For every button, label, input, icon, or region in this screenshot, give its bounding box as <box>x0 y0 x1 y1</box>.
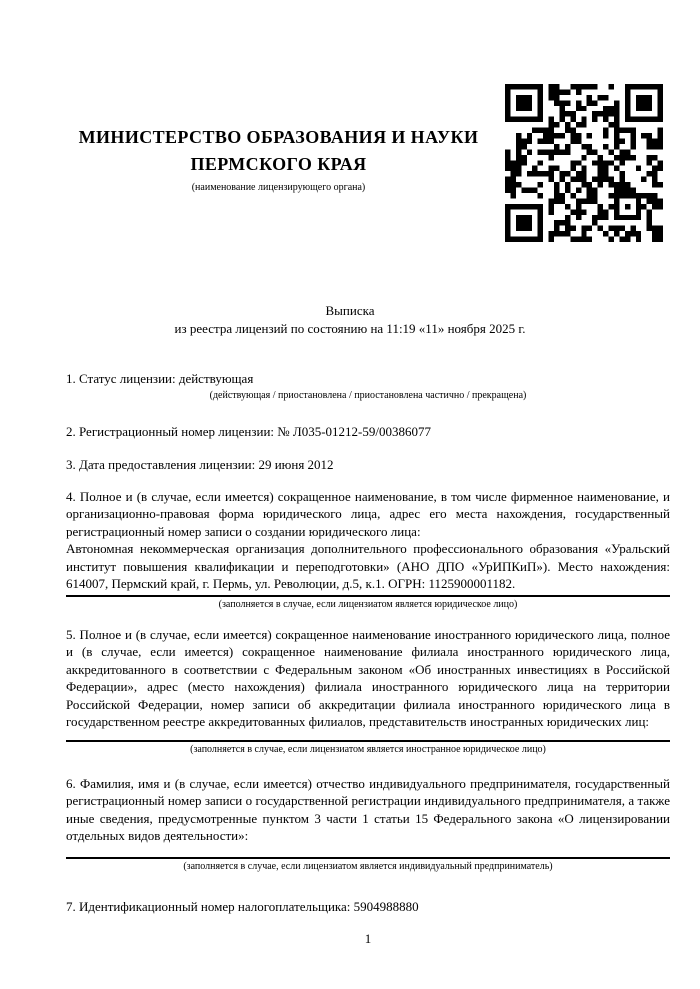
document-title-heading: Выписка <box>325 303 375 318</box>
licensing-authority-caption: (наименование лицензирующего органа) <box>191 182 366 193</box>
qr-code <box>505 84 663 242</box>
ministry-name-line2: ПЕРМСКОГО КРАЯ <box>190 154 367 174</box>
license-status-caption: (действующая / приостановлена / приостановлена частично / прекращена) <box>209 389 527 401</box>
legal-entity-value: Автономная некоммерческая организация дополнительного профессионального образования «Уральский институт повышения квалификации и переподготовки» (АНО ДПО «УрИПКиП»). Место нахождения: 614007, Пермский край, г. Пермь, ул. Революции, д.5, к.1. ОГРН: 1125900001182. <box>66 541 670 591</box>
foreign-entity-statement: 5. Полное и (в случае, если имеется) сокращенное наименование иностранного юридического лица, полное и (в случае, если имеется) сокращенное наименование филиала иностранного юридического лица, аккредитованного в соответствии с Федеральным законом «Об иностранных инвестициях в Российской Федерации», адрес (место нахождения) филиала иностранного юридического лица на территории Российской Федерации, номер записи об аккредитации филиала иностранного юридического лица в государственном реестре аккредитованных филиалов, представительств иностранных юридических лиц: <box>66 626 670 729</box>
ministry-name <box>66 124 491 178</box>
license-registration-number: 2. Регистрационный номер лицензии: № Л035-01212-59/00386077 <box>66 423 432 439</box>
foreign-entity-field-line <box>66 740 670 742</box>
license-grant-date: 3. Дата предоставления лицензии: 29 июня 2012 <box>66 457 334 472</box>
document-title-subheading: из реестра лицензий по состоянию на 11:19 «11» ноября 2025 г. <box>174 320 526 336</box>
document-title <box>0 302 700 337</box>
foreign-entity-section <box>66 626 670 756</box>
individual-entrepreneur-section <box>66 775 670 873</box>
foreign-entity-caption: (заполняется в случае, если лицензиатом является иностранное юридическое лицо) <box>190 743 546 755</box>
licensing-authority-header <box>66 84 505 194</box>
individual-entrepreneur-field-line <box>66 857 670 859</box>
legal-entity-field-line <box>66 595 670 597</box>
document-header-row <box>0 0 700 242</box>
document-body <box>66 370 670 948</box>
individual-entrepreneur-statement: 6. Фамилия, имя и (в случае, если имеется) отчество индивидуального предпринимателя, государственный регистрационный номер записи о государственной регистрации индивидуального предпринимателя, а также иные сведения, предусмотренные пунктом 3 части 1 статьи 15 Федерального закона «О лицензировании отдельных видов деятельности»: <box>66 775 670 843</box>
legal-entity-statement: 4. Полное и (в случае, если имеется) сокращенное наименование, в том числе фирменное наименование, и организационно-правовая форма юридического лица, адрес его места нахождения, государственный регистрационный номер записи о создании юридического лица: <box>66 488 670 539</box>
taxpayer-id: 7. Идентификационный номер налогоплательщика: 5904988880 <box>66 898 419 914</box>
license-status: 1. Статус лицензии: действующая <box>66 371 254 386</box>
individual-entrepreneur-caption: (заполняется в случае, если лицензиатом является индивидуальный предприниматель) <box>183 860 553 872</box>
legal-entity-caption: (заполняется в случае, если лицензиатом является юридическое лицо) <box>218 598 518 610</box>
page-number: 1 <box>364 931 372 946</box>
ministry-name-line1: МИНИСТЕРСТВО ОБРАЗОВАНИЯ И НАУКИ <box>78 127 479 147</box>
legal-entity-section <box>66 488 670 611</box>
